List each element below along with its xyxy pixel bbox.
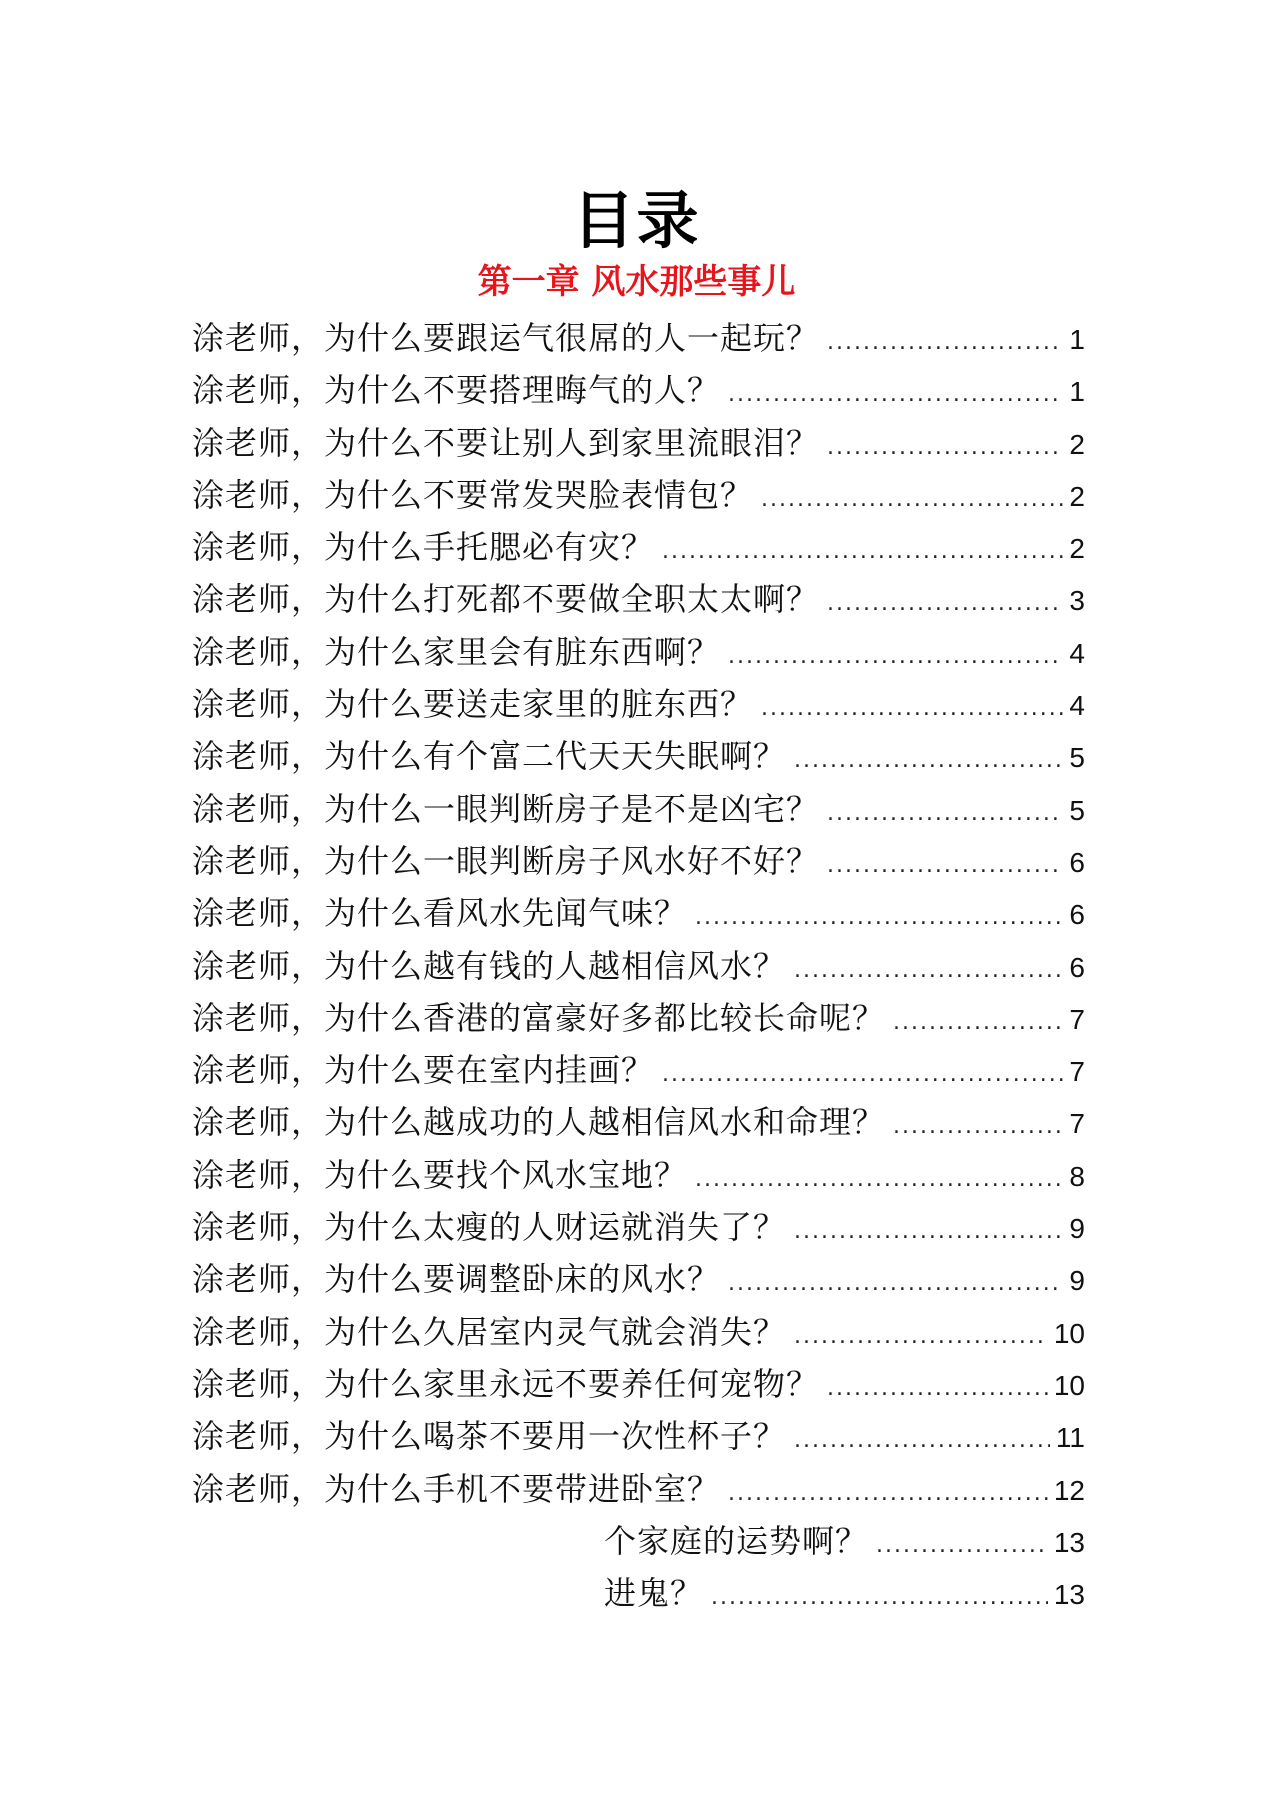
toc-entry[interactable]	[192, 678, 1085, 730]
toc-page-number: 10	[1053, 1317, 1085, 1349]
toc-leader-dots	[728, 1258, 1063, 1310]
toc-entry-text: 涂老师，为什么手托腮必有灾？	[192, 528, 655, 567]
toc-entry-text: 涂老师，为什么看风水先闻气味？	[192, 894, 688, 933]
toc-entry[interactable]	[192, 730, 1085, 782]
toc-page-number: 6	[1069, 899, 1085, 931]
toc-page-number: 9	[1069, 1265, 1085, 1297]
toc-leader-dots	[794, 735, 1063, 787]
toc-entry[interactable]	[192, 940, 1085, 992]
toc-leader-dots	[827, 788, 1063, 840]
toc-page-number: 1	[1069, 376, 1085, 408]
toc-entry[interactable]	[192, 521, 1085, 573]
toc-entry[interactable]	[192, 469, 1085, 521]
toc-page-number: 3	[1069, 585, 1085, 617]
toc-leader-dots	[827, 317, 1063, 369]
toc-leader-dots	[761, 474, 1063, 526]
toc-entry[interactable]	[192, 1306, 1085, 1358]
toc-entry-text: 进鬼？	[604, 1574, 704, 1613]
toc-page-number: 7	[1069, 1003, 1085, 1035]
toc-entry[interactable]	[192, 1253, 1085, 1305]
toc-page-number: 8	[1069, 1160, 1085, 1192]
toc-leader-dots	[827, 578, 1063, 630]
toc-page-number: 6	[1069, 846, 1085, 878]
toc-entry[interactable]	[192, 783, 1085, 835]
page-title: 目录	[572, 184, 701, 257]
toc-entry[interactable]	[192, 1149, 1085, 1201]
toc-page-number: 7	[1069, 1108, 1085, 1140]
toc-leader-dots	[662, 1049, 1063, 1101]
toc-page-number: 10	[1053, 1369, 1085, 1401]
toc-entry[interactable]	[192, 992, 1085, 1044]
toc-leader-dots	[662, 526, 1063, 578]
table-of-contents	[192, 312, 1085, 1619]
toc-entry-text: 涂老师，为什么家里会有脏东西啊？	[192, 632, 721, 671]
toc-page-number: 4	[1069, 690, 1085, 722]
toc-entry[interactable]	[192, 1358, 1085, 1410]
toc-page-number: 1	[1069, 324, 1085, 355]
chapter-heading: 第一章 风水那些事儿	[477, 262, 796, 302]
toc-page-number: 11	[1055, 1422, 1085, 1454]
toc-entry-text: 涂老师，为什么一眼判断房子是不是凶宅？	[192, 789, 820, 828]
toc-leader-dots	[893, 1101, 1063, 1153]
toc-entry-text: 涂老师，为什么打死都不要做全职太太啊？	[192, 580, 820, 619]
toc-entry[interactable]	[192, 835, 1085, 887]
toc-page-number: 6	[1069, 951, 1085, 983]
toc-leader-dots	[794, 1206, 1063, 1258]
toc-page-number: 5	[1069, 794, 1085, 826]
toc-leader-dots	[893, 997, 1063, 1049]
toc-entry-text: 涂老师，为什么一眼判断房子风水好不好？	[192, 841, 820, 880]
toc-page-number: 2	[1069, 480, 1085, 512]
toc-entry[interactable]	[192, 1463, 1085, 1515]
toc-page-number: 9	[1069, 1213, 1085, 1245]
toc-entry-text: 涂老师，为什么不要常发哭脸表情包？	[192, 475, 754, 514]
toc-entry[interactable]	[192, 573, 1085, 625]
toc-page-number: 5	[1069, 742, 1085, 774]
toc-entry-text: 个家庭的运势啊？	[604, 1521, 869, 1560]
toc-entry-text: 涂老师，为什么要在室内挂画？	[192, 1051, 655, 1090]
toc-entry[interactable]	[192, 364, 1085, 416]
toc-page-number: 4	[1069, 637, 1085, 669]
toc-leader-dots	[827, 840, 1063, 892]
toc-entry-text: 涂老师，为什么要找个风水宝地？	[192, 1155, 688, 1194]
toc-leader-dots	[794, 1311, 1048, 1363]
toc-entry[interactable]	[192, 417, 1085, 469]
toc-leader-dots	[695, 892, 1063, 944]
toc-entry-text: 涂老师，为什么要送走家里的脏东西？	[192, 685, 754, 724]
toc-page-number: 12	[1053, 1474, 1085, 1506]
toc-entry-text: 涂老师，为什么喝茶不要用一次性杯子？	[192, 1417, 787, 1456]
toc-entry[interactable]	[192, 1410, 1085, 1462]
toc-entry[interactable]	[192, 1044, 1085, 1096]
toc-entry-text: 涂老师，为什么太瘦的人财运就消失了？	[192, 1208, 787, 1247]
toc-page-number: 2	[1069, 533, 1085, 565]
toc-entry-text: 涂老师，为什么越有钱的人越相信风水？	[192, 946, 787, 985]
toc-page-number: 2	[1069, 428, 1085, 460]
toc-entry[interactable]	[192, 1201, 1085, 1253]
toc-leader-dots	[794, 1415, 1050, 1467]
toc-leader-dots	[761, 683, 1063, 735]
toc-page-number: 13	[1053, 1579, 1085, 1611]
toc-entry-text: 涂老师，为什么有个富二代天天失眠啊？	[192, 737, 787, 776]
toc-leader-dots	[827, 1363, 1048, 1415]
toc-entry[interactable]	[192, 887, 1085, 939]
toc-entry[interactable]	[192, 1515, 1085, 1567]
toc-entry-text: 涂老师，为什么家里永远不要养任何宠物？	[192, 1364, 820, 1403]
toc-page-number: 13	[1053, 1526, 1085, 1558]
toc-entry-text: 涂老师，为什么要跟运气很屌的人一起玩？	[192, 319, 820, 357]
toc-entry-text: 涂老师，为什么香港的富豪好多都比较长命呢？	[192, 998, 886, 1037]
toc-leader-dots	[794, 945, 1063, 997]
toc-page-number: 7	[1069, 1056, 1085, 1088]
toc-entry-text: 涂老师，为什么久居室内灵气就会消失？	[192, 1312, 787, 1351]
toc-entry-text: 涂老师，为什么越成功的人越相信风水和命理？	[192, 1103, 886, 1142]
toc-leader-dots	[728, 1468, 1048, 1520]
toc-entry[interactable]	[192, 312, 1085, 364]
toc-entry-text: 涂老师，为什么要调整卧床的风水？	[192, 1260, 721, 1299]
toc-entry[interactable]	[192, 1567, 1085, 1619]
toc-leader-dots	[728, 369, 1063, 421]
toc-leader-dots	[728, 631, 1063, 683]
toc-entry-text: 涂老师，为什么不要搭理晦气的人？	[192, 371, 721, 410]
toc-leader-dots	[711, 1572, 1048, 1624]
toc-entry[interactable]	[192, 1096, 1085, 1148]
toc-leader-dots	[695, 1154, 1063, 1206]
toc-entry[interactable]	[192, 626, 1085, 678]
toc-leader-dots	[876, 1520, 1048, 1572]
toc-entry-text: 涂老师，为什么不要让别人到家里流眼泪？	[192, 423, 820, 462]
toc-entry-text: 涂老师，为什么手机不要带进卧室？	[192, 1469, 721, 1508]
toc-leader-dots	[827, 422, 1063, 474]
